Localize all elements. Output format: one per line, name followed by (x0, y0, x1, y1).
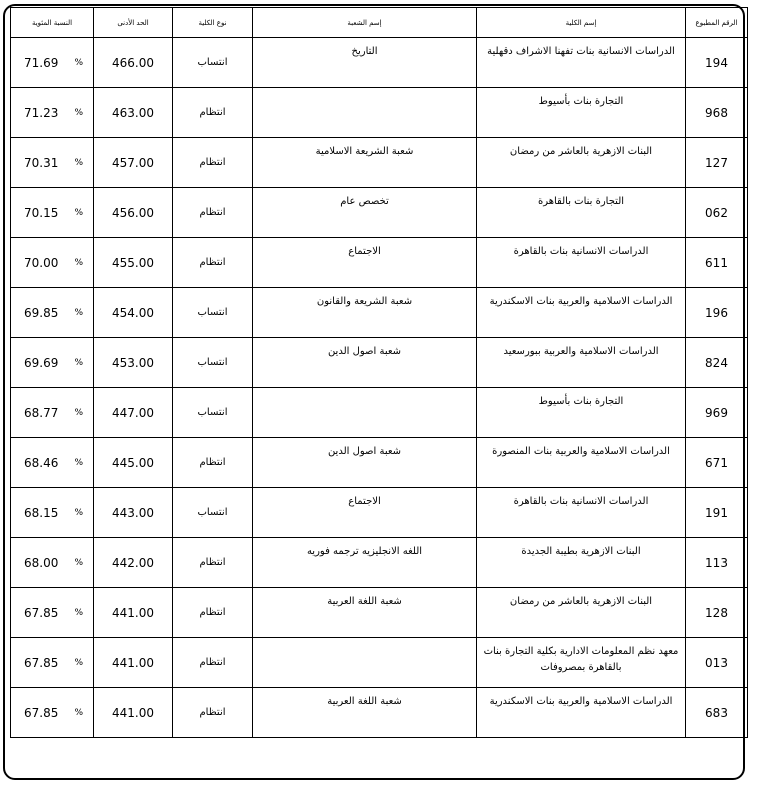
percent-sign: % (74, 507, 83, 518)
branch-cell: شعبة الشريعة والقانون (253, 288, 477, 338)
header-branch: إسم الشعبة (253, 8, 477, 38)
percent-sign: % (74, 607, 83, 618)
percent-value: 67.85 (24, 705, 59, 720)
min-score-cell: 445.00 (94, 438, 173, 488)
branch-cell: اللغه الانجليزيه ترجمه فوريه (253, 538, 477, 588)
type-cell: انتظام (173, 438, 253, 488)
branch-cell (253, 638, 477, 688)
percent-value: 69.85 (24, 305, 59, 320)
percent-value: 68.46 (24, 455, 59, 470)
min-score-cell: 457.00 (94, 138, 173, 188)
percent-value: 70.15 (24, 205, 59, 220)
header-percent: النسبة المئوية (11, 8, 94, 38)
min-score-cell: 455.00 (94, 238, 173, 288)
faculty-cell: البنات الازهرية بالعاشر من رمضان (477, 588, 686, 638)
percent-sign: % (74, 307, 83, 318)
percent-cell (11, 238, 94, 288)
percent-cell (11, 288, 94, 338)
table-row (11, 538, 748, 588)
type-cell: انتظام (173, 88, 253, 138)
faculty-cell: الدراسات الاسلامية والعربية بنات الاسكندرية (477, 288, 686, 338)
min-score-cell: 454.00 (94, 288, 173, 338)
percent-cell (11, 488, 94, 538)
faculty-cell: التجارة بنات بالقاهرة (477, 188, 686, 238)
branch-cell (253, 88, 477, 138)
table-header-row (11, 8, 748, 38)
code-cell: 062 (686, 188, 748, 238)
table-row (11, 588, 748, 638)
table-row (11, 638, 748, 688)
type-cell: انتظام (173, 588, 253, 638)
faculty-cell: البنات الازهرية بطيبة الجديدة (477, 538, 686, 588)
code-cell: 127 (686, 138, 748, 188)
percent-value: 67.85 (24, 605, 59, 620)
code-cell: 611 (686, 238, 748, 288)
faculty-cell: الدراسات الانسانية بنات بالقاهرة (477, 488, 686, 538)
code-cell: 191 (686, 488, 748, 538)
faculty-cell: معهد نظم المعلومات الادارية بكلية التجارة بنات بالقاهرة بمصروفات (477, 638, 686, 688)
faculty-cell: التجارة بنات بأسيوط (477, 388, 686, 438)
branch-cell: شعبة الشريعة الاسلامية (253, 138, 477, 188)
type-cell: انتساب (173, 338, 253, 388)
branch-cell: التاريخ (253, 38, 477, 88)
faculty-cell: الدراسات الانسانية بنات تفهنا الاشراف دقهلية (477, 38, 686, 88)
type-cell: انتظام (173, 188, 253, 238)
min-score-cell: 442.00 (94, 538, 173, 588)
branch-cell: تخصص عام (253, 188, 477, 238)
percent-cell (11, 188, 94, 238)
table-row (11, 38, 748, 88)
percent-cell (11, 638, 94, 688)
percent-sign: % (74, 707, 83, 718)
percent-sign: % (74, 357, 83, 368)
min-score-cell: 456.00 (94, 188, 173, 238)
code-cell: 824 (686, 338, 748, 388)
percent-sign: % (74, 157, 83, 168)
percent-sign: % (74, 657, 83, 668)
min-score-cell: 447.00 (94, 388, 173, 438)
type-cell: انتظام (173, 238, 253, 288)
code-cell: 128 (686, 588, 748, 638)
percent-cell (11, 138, 94, 188)
percent-cell (11, 38, 94, 88)
percent-sign: % (74, 207, 83, 218)
percent-value: 69.69 (24, 355, 59, 370)
type-cell: انتساب (173, 388, 253, 438)
faculty-cell: التجارة بنات بأسيوط (477, 88, 686, 138)
table-row (11, 88, 748, 138)
branch-cell: شعبة اصول الدين (253, 438, 477, 488)
code-cell: 196 (686, 288, 748, 338)
code-cell: 113 (686, 538, 748, 588)
type-cell: انتساب (173, 488, 253, 538)
branch-cell (253, 388, 477, 438)
min-score-cell: 466.00 (94, 38, 173, 88)
faculty-cell: الدراسات الانسانية بنات بالقاهرة (477, 238, 686, 288)
min-score-cell: 441.00 (94, 638, 173, 688)
type-cell: انتظام (173, 638, 253, 688)
code-cell: 013 (686, 638, 748, 688)
percent-cell (11, 538, 94, 588)
percent-value: 70.31 (24, 155, 59, 170)
branch-cell: الاجتماع (253, 488, 477, 538)
table-row (11, 338, 748, 388)
percent-value: 68.15 (24, 505, 59, 520)
percent-cell (11, 88, 94, 138)
branch-cell: الاجتماع (253, 238, 477, 288)
type-cell: انتظام (173, 138, 253, 188)
percent-sign: % (74, 407, 83, 418)
branch-cell: شعبة اللغة العربية (253, 688, 477, 738)
code-cell: 683 (686, 688, 748, 738)
header-min: الحد الأدنى (94, 8, 173, 38)
faculty-cell: الدراسات الاسلامية والعربية بنات الاسكندرية (477, 688, 686, 738)
min-score-cell: 441.00 (94, 588, 173, 638)
table-row (11, 388, 748, 438)
table-row (11, 188, 748, 238)
type-cell: انتساب (173, 288, 253, 338)
code-cell: 671 (686, 438, 748, 488)
min-score-cell: 443.00 (94, 488, 173, 538)
percent-cell (11, 438, 94, 488)
percent-value: 71.69 (24, 55, 59, 70)
faculty-cell: البنات الازهرية بالعاشر من رمضان (477, 138, 686, 188)
percent-value: 70.00 (24, 255, 59, 270)
branch-cell: شعبة اللغة العربية (253, 588, 477, 638)
branch-cell: شعبة اصول الدين (253, 338, 477, 388)
faculty-cell: الدراسات الاسلامية والعربية بنات المنصورة (477, 438, 686, 488)
faculty-cell: الدراسات الاسلامية والعربية ببورسعيد (477, 338, 686, 388)
percent-cell (11, 688, 94, 738)
type-cell: انتساب (173, 38, 253, 88)
min-score-cell: 441.00 (94, 688, 173, 738)
percent-sign: % (74, 57, 83, 68)
min-score-cell: 453.00 (94, 338, 173, 388)
type-cell: انتظام (173, 538, 253, 588)
table-row (11, 288, 748, 338)
percent-cell (11, 338, 94, 388)
header-faculty: إسم الكلية (477, 8, 686, 38)
percent-value: 71.23 (24, 105, 59, 120)
header-type: نوع الكلية (173, 8, 253, 38)
percent-value: 68.77 (24, 405, 59, 420)
table-row (11, 238, 748, 288)
code-cell: 968 (686, 88, 748, 138)
min-score-cell: 463.00 (94, 88, 173, 138)
percent-sign: % (74, 257, 83, 268)
header-code: الرقم المطبوع (686, 8, 748, 38)
table-row (11, 688, 748, 738)
table-row (11, 488, 748, 538)
percent-value: 67.85 (24, 655, 59, 670)
percent-value: 68.00 (24, 555, 59, 570)
percent-sign: % (74, 557, 83, 568)
percent-cell (11, 588, 94, 638)
code-cell: 969 (686, 388, 748, 438)
type-cell: انتظام (173, 688, 253, 738)
percent-sign: % (74, 107, 83, 118)
percent-sign: % (74, 457, 83, 468)
code-cell: 194 (686, 38, 748, 88)
table-row (11, 138, 748, 188)
table-row (11, 438, 748, 488)
percent-cell (11, 388, 94, 438)
results-table (10, 7, 748, 738)
